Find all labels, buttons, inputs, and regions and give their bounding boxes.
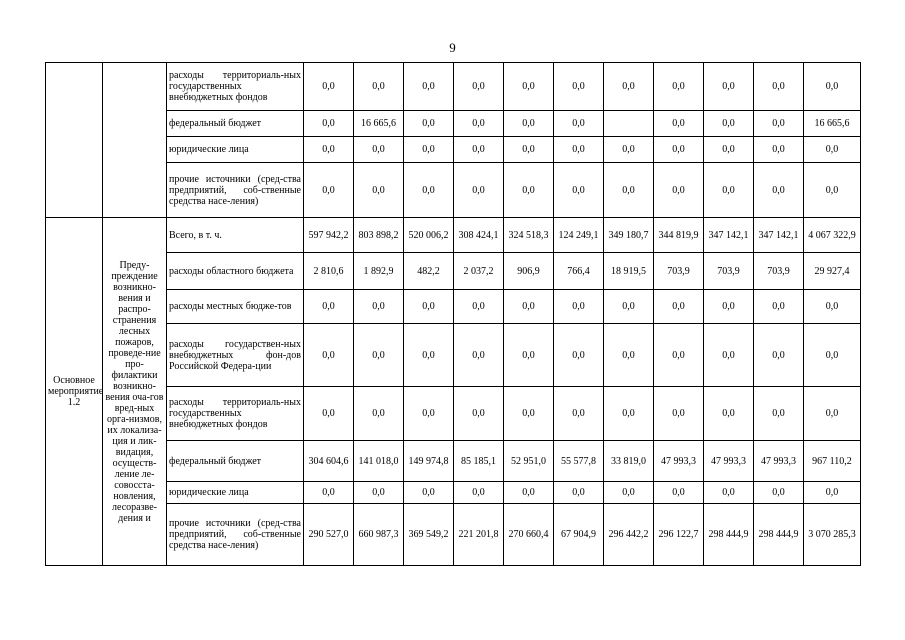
amount-cell: 0,0 [554, 163, 604, 218]
table-row [46, 253, 861, 290]
amount-cell: 0,0 [304, 482, 354, 504]
funding-source-label: Всего, в т. ч. [167, 218, 304, 253]
amount-cell: 0,0 [554, 387, 604, 441]
amount-cell: 0,0 [554, 111, 604, 137]
amount-cell: 0,0 [354, 137, 404, 163]
amount-cell: 0,0 [554, 63, 604, 111]
amount-cell: 906,9 [504, 253, 554, 290]
amount-cell: 0,0 [754, 290, 804, 324]
amount-cell: 55 577,8 [554, 441, 604, 482]
amount-cell: 3 070 285,3 [804, 504, 861, 566]
amount-cell: 0,0 [504, 163, 554, 218]
table-row [46, 387, 861, 441]
amount-cell: 0,0 [804, 387, 861, 441]
amount-cell: 0,0 [604, 137, 654, 163]
amount-cell: 0,0 [654, 137, 704, 163]
amount-cell: 33 819,0 [604, 441, 654, 482]
amount-cell: 0,0 [704, 163, 754, 218]
amount-cell: 0,0 [454, 63, 504, 111]
amount-cell: 0,0 [354, 482, 404, 504]
amount-cell: 149 974,8 [404, 441, 454, 482]
amount-cell: 967 110,2 [804, 441, 861, 482]
amount-cell: 0,0 [454, 163, 504, 218]
amount-cell: 4 067 322,9 [804, 218, 861, 253]
amount-cell: 221 201,8 [454, 504, 504, 566]
amount-cell: 0,0 [504, 482, 554, 504]
amount-cell: 0,0 [304, 137, 354, 163]
amount-cell: 0,0 [504, 111, 554, 137]
amount-cell: 0,0 [754, 111, 804, 137]
amount-cell: 0,0 [704, 324, 754, 387]
table-row [46, 504, 861, 566]
table-row [46, 137, 861, 163]
amount-cell: 0,0 [804, 137, 861, 163]
funding-source-label: расходы областного бюджета [167, 253, 304, 290]
funding-source-label: расходы государствен-ных внебюджетных фон-дов Российской Федера-ции [167, 324, 304, 387]
amount-cell: 0,0 [704, 137, 754, 163]
amount-cell: 16 665,6 [354, 111, 404, 137]
amount-cell: 0,0 [754, 387, 804, 441]
amount-cell: 0,0 [404, 63, 454, 111]
amount-cell: 0,0 [404, 163, 454, 218]
amount-cell: 298 444,9 [754, 504, 804, 566]
amount-cell: 324 518,3 [504, 218, 554, 253]
amount-cell: 0,0 [354, 324, 404, 387]
amount-cell: 0,0 [604, 324, 654, 387]
amount-cell: 597 942,2 [304, 218, 354, 253]
amount-cell: 0,0 [654, 387, 704, 441]
amount-cell: 304 604,6 [304, 441, 354, 482]
table-row [46, 63, 861, 111]
amount-cell: 0,0 [404, 290, 454, 324]
amount-cell: 270 660,4 [504, 504, 554, 566]
amount-cell: 349 180,7 [604, 218, 654, 253]
amount-cell: 0,0 [704, 111, 754, 137]
amount-cell: 0,0 [654, 290, 704, 324]
table-row [46, 324, 861, 387]
amount-cell: 0,0 [454, 387, 504, 441]
amount-cell: 0,0 [804, 63, 861, 111]
amount-cell: 67 904,9 [554, 504, 604, 566]
funding-source-label: федеральный бюджет [167, 111, 304, 137]
amount-cell: 2 037,2 [454, 253, 504, 290]
amount-cell: 0,0 [304, 63, 354, 111]
amount-cell: 0,0 [604, 387, 654, 441]
amount-cell: 520 006,2 [404, 218, 454, 253]
amount-cell: 0,0 [454, 324, 504, 387]
funding-source-label: юридические лица [167, 482, 304, 504]
amount-cell: 296 442,2 [604, 504, 654, 566]
table-row [46, 441, 861, 482]
amount-cell: 703,9 [654, 253, 704, 290]
amount-cell: 0,0 [704, 63, 754, 111]
amount-cell: 0,0 [554, 482, 604, 504]
amount-cell: 298 444,9 [704, 504, 754, 566]
amount-cell: 0,0 [554, 324, 604, 387]
amount-cell: 803 898,2 [354, 218, 404, 253]
page-number: 9 [449, 40, 456, 55]
amount-cell: 0,0 [654, 482, 704, 504]
amount-cell: 703,9 [704, 253, 754, 290]
amount-cell: 0,0 [504, 137, 554, 163]
amount-cell: 344 819,9 [654, 218, 704, 253]
amount-cell: 0,0 [604, 163, 654, 218]
table-row [46, 482, 861, 504]
amount-cell: 0,0 [304, 163, 354, 218]
main-event-title: Основное мероприятие 1.2 [46, 218, 103, 566]
amount-cell: 0,0 [304, 324, 354, 387]
table-row [46, 163, 861, 218]
amount-cell: 482,2 [404, 253, 454, 290]
amount-cell: 0,0 [454, 111, 504, 137]
amount-cell: 0,0 [404, 111, 454, 137]
amount-cell: 369 549,2 [404, 504, 454, 566]
amount-cell: 18 919,5 [604, 253, 654, 290]
funding-source-label: прочие источники (сред-ства предприятий, соб-ственные средства насе-ления) [167, 163, 304, 218]
amount-cell: 0,0 [704, 482, 754, 504]
amount-cell: 0,0 [354, 290, 404, 324]
amount-cell: 0,0 [804, 482, 861, 504]
amount-cell: 0,0 [754, 137, 804, 163]
amount-cell: 0,0 [604, 290, 654, 324]
amount-cell: 296 122,7 [654, 504, 704, 566]
table-row [46, 290, 861, 324]
amount-cell: 0,0 [354, 387, 404, 441]
amount-cell: 0,0 [804, 290, 861, 324]
funding-source-label: юридические лица [167, 137, 304, 163]
main-event-description: Преду-преждение возникно-вения и распро-странения лесных пожаров, проведе-ние про-филактики возникно-вения оча-гов вред-ных орга-низмов, их локализа-ция и лик-видация, осуществ-ление ле-совосста-новления, лесоразве-дения и [103, 218, 167, 566]
amount-cell: 47 993,3 [654, 441, 704, 482]
funding-source-label: прочие источники (сред-ства предприятий, соб-ственные средства насе-ления) [167, 504, 304, 566]
amount-cell: 0,0 [454, 137, 504, 163]
amount-cell: 0,0 [804, 163, 861, 218]
amount-cell: 0,0 [504, 63, 554, 111]
amount-cell: 0,0 [404, 482, 454, 504]
amount-cell: 0,0 [754, 63, 804, 111]
budget-table [45, 62, 861, 566]
amount-cell: 47 993,3 [754, 441, 804, 482]
amount-cell: 85 185,1 [454, 441, 504, 482]
amount-cell: 0,0 [504, 324, 554, 387]
amount-cell: 47 993,3 [704, 441, 754, 482]
amount-cell: 0,0 [504, 387, 554, 441]
amount-cell: 0,0 [404, 324, 454, 387]
amount-cell: 1 892,9 [354, 253, 404, 290]
amount-cell: 0,0 [554, 137, 604, 163]
amount-cell: 2 810,6 [304, 253, 354, 290]
amount-cell: 0,0 [754, 163, 804, 218]
amount-cell: 0,0 [604, 482, 654, 504]
funding-source-label: федеральный бюджет [167, 441, 304, 482]
amount-cell: 290 527,0 [304, 504, 354, 566]
amount-cell: 0,0 [304, 387, 354, 441]
amount-cell: 0,0 [754, 482, 804, 504]
amount-cell [604, 111, 654, 137]
amount-cell: 0,0 [404, 387, 454, 441]
amount-cell: 660 987,3 [354, 504, 404, 566]
amount-cell: 0,0 [704, 290, 754, 324]
amount-cell: 0,0 [804, 324, 861, 387]
amount-cell: 52 951,0 [504, 441, 554, 482]
amount-cell: 141 018,0 [354, 441, 404, 482]
amount-cell: 0,0 [654, 163, 704, 218]
amount-cell: 29 927,4 [804, 253, 861, 290]
funding-source-label: расходы местных бюдже-тов [167, 290, 304, 324]
amount-cell: 347 142,1 [704, 218, 754, 253]
event-cell-empty [46, 63, 103, 218]
amount-cell: 0,0 [354, 163, 404, 218]
description-cell-empty [103, 63, 167, 218]
amount-cell: 0,0 [554, 290, 604, 324]
amount-cell: 0,0 [304, 111, 354, 137]
amount-cell: 0,0 [454, 290, 504, 324]
amount-cell: 0,0 [504, 290, 554, 324]
amount-cell: 0,0 [304, 290, 354, 324]
amount-cell: 0,0 [454, 482, 504, 504]
amount-cell: 0,0 [654, 111, 704, 137]
amount-cell: 0,0 [354, 63, 404, 111]
table-row [46, 111, 861, 137]
amount-cell: 347 142,1 [754, 218, 804, 253]
amount-cell: 0,0 [654, 324, 704, 387]
funding-source-label: расходы территориаль-ных государственных внебюджетных фондов [167, 387, 304, 441]
amount-cell: 0,0 [704, 387, 754, 441]
amount-cell: 0,0 [654, 63, 704, 111]
table-row [46, 218, 861, 253]
funding-source-label: расходы территориаль-ных государственных внебюджетных фондов [167, 63, 304, 111]
amount-cell: 0,0 [404, 137, 454, 163]
amount-cell: 0,0 [754, 324, 804, 387]
amount-cell: 16 665,6 [804, 111, 861, 137]
amount-cell: 124 249,1 [554, 218, 604, 253]
amount-cell: 703,9 [754, 253, 804, 290]
amount-cell: 0,0 [604, 63, 654, 111]
amount-cell: 766,4 [554, 253, 604, 290]
amount-cell: 308 424,1 [454, 218, 504, 253]
